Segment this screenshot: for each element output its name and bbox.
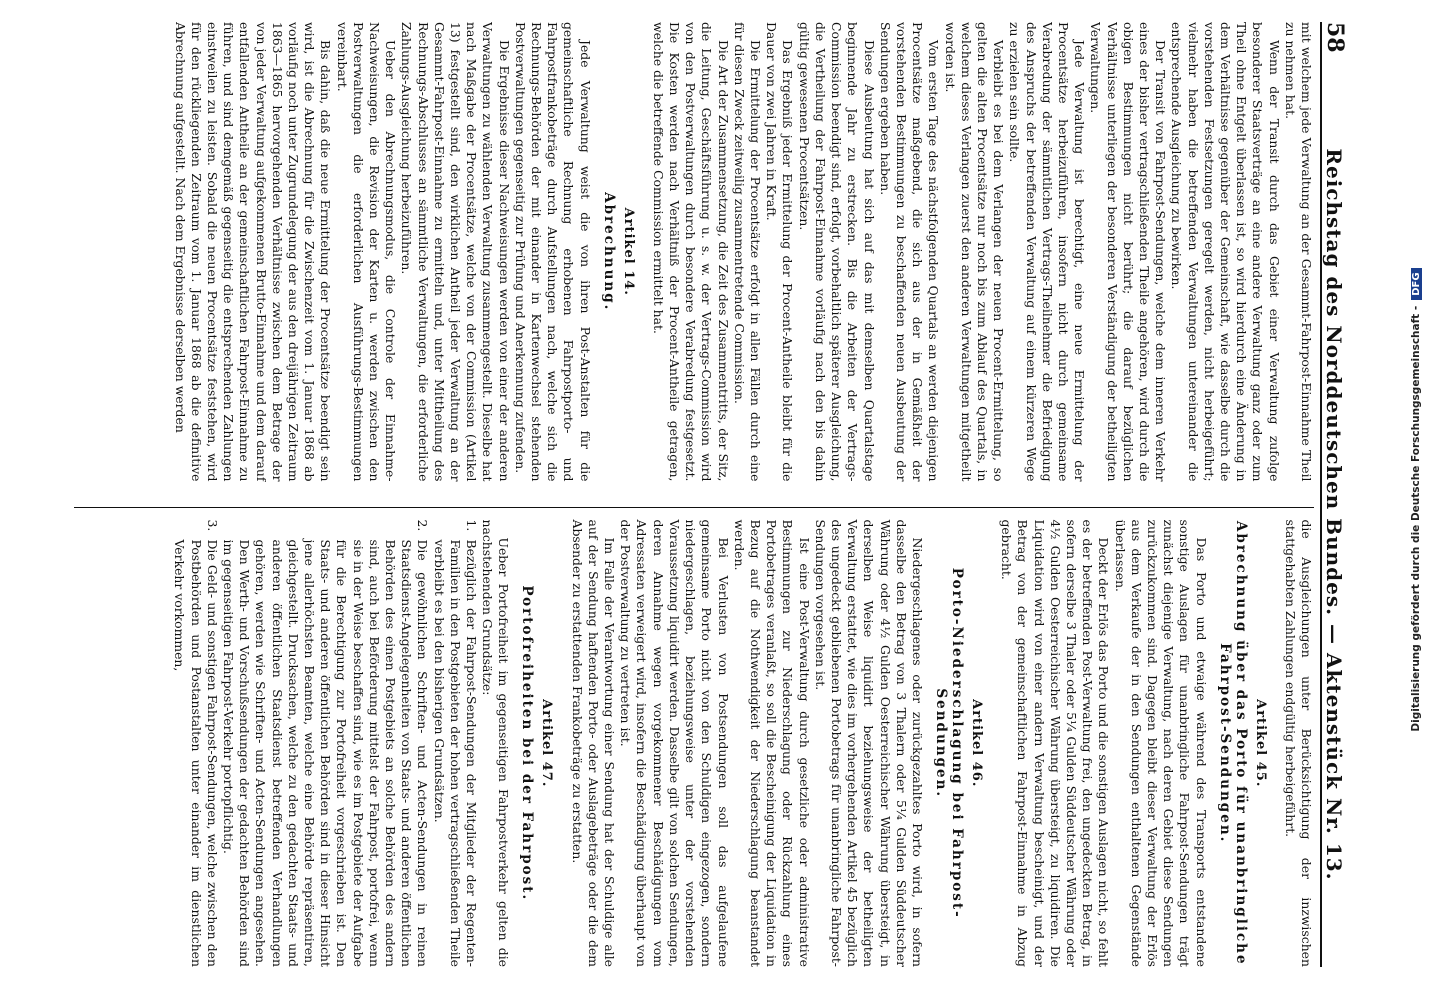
page-content-rotated: [62, 22, 1362, 967]
list-item-number: 3.: [204, 519, 220, 532]
running-header: [1320, 22, 1362, 967]
paragraph: Das Porto und etwaige während des Transports entstandene sonstige Auslagen für unanbringliche Fahrpost-Sendungen trägt zunächst diejenige Verwaltung, nach deren Gebiet diese Sendungen zurückzukommen sind. Dagegen bleibt dieser Verwaltung der Erlös aus dem Verkaufe der in den Sendungen enthaltenen Gegenstände überlassen.: [1112, 519, 1209, 967]
paragraph: Ueber den Abrechnungsmodus, die Controle der Einnahme-Nachweisungen, die Revision der Karten u. werden zwischen den Postverwaltungen die erforderlichen Ausführungs-Bestimmungen vereinbart.: [334, 22, 399, 482]
paragraph: Die Art der Zusammensetzung, die Zeit des Zusammentritts, der Sitz, die Leitung, Geschäftsführung u. s. w. der Vertrags-Commission wird von den Postverwaltungen durch besondere Verabredung festgesetzt. Die Kosten werden nach Verhältniß der Procent-Antheile getragen, welche die betreffende Commission ermittelt hat.: [650, 22, 731, 482]
paragraph: Deckt der Erlös das Porto und die sonstigen Auslagen nicht, so fehlt es der betreffenden Post-Verwaltung frei, den ungedeckten Betrag, in sofern derselbe 3 Thaler oder 5¼ Gulden Süddeutscher Währung oder 4½ Gulden Oesterreichischer Währung übersteigt, zu liquidiren. Die Liquidation wird von einer andern Verwaltung bescheinigt, und der Betrag von der gemeinschaftlichen Fahrpost-Einnahme in Abzug gebracht.: [999, 519, 1112, 967]
paragraph: Bei Verlusten von Postsendungen soll das aufgelaufene gemeinsame Porto nicht von den Schuldigen eingezogen, sondern niedergeschlagen, beziehungsweise unter der vorstehenden Voraussetzung liquidirt werden. Dasselbe gilt von solchen Sendungen, deren Annahme wegen vorgekommener Beschädigungen vom Adressaten verweigert wird, insofern die Beschädigung überhaupt von der Postverwaltung zu vertreten ist.: [618, 519, 731, 967]
page-number: 58: [1322, 22, 1348, 53]
text-columns: [74, 22, 1314, 967]
paragraph: Der Transit von Fahrpost-Sendungen, welche dem inneren Verkehr eines der bisher vertragschließenden Theile angehören, wird durch die obigen Bestimmungen nicht berührt; die darauf bezüglichen Verhältnisse unterliegen der besonderen Verständigung der betheiligten Verwaltungen.: [1088, 22, 1169, 482]
paragraph: Ueber Portofreiheit im gegenseitigen Fahrpostverkehr gelten die nachstehenden Grundsätze:: [480, 519, 512, 967]
article-46-heading: Artikel 46.: [968, 699, 984, 788]
list-item: [430, 520, 479, 968]
paragraph: Diese Ausbeutung hat sich auf das mit demselben Quartalstage beginnende Jahr zu erstrecken. Bis die Arbeiten der Vertrags-Commission beendigt sind, erfolgt, vorbehaltlich späterer Ausgleichung, die Vertheilung der Fahrpost-Einnahme vorläufig nach den bis dahin gültig gewesenen Procentsätzen.: [796, 22, 877, 482]
paragraph: mit welchem jede Verwaltung an der Gesammt-Fahrpost-Einnahme Theil zu nehmen hat.: [1282, 22, 1314, 482]
paragraph: Die Ermittelung der Procentsätze erfolgt in allen Fällen durch eine für diesen Zweck zeitweilig zusammentretende Commission.: [731, 22, 764, 482]
scanned-page: [62, 22, 1362, 967]
list-item: [171, 520, 220, 968]
list-item-number: 2.: [415, 519, 431, 532]
paragraph: Im Falle der Verantwortung einer Sendung hat der Schuldige alle auf der Sendung haftenden Porto- oder Auslagebeträge oder die dem Absender zu erstattenden Frankobeträge zu erstatten.: [569, 519, 618, 967]
digitization-watermark: [1406, 0, 1426, 1000]
right-column: [74, 507, 1314, 968]
list-item: [220, 520, 431, 968]
dfg-logo: DFG: [1411, 268, 1422, 299]
paragraph: Jede Verwaltung ist berechtigt, eine neue Ermittelung der Procentsätze herbeizuführen, insofern nicht durch gemeinsame Verabredung der sämmtlichen Vertrags-Theilnehmer die Befriedigung des Anspruchs der betreffenden Verwaltung auf einem kürzeren Wege zu erzielen sein sollte.: [1007, 22, 1088, 482]
article-14-heading: Artikel 14.: [620, 207, 636, 296]
paragraph: Die Ergebnisse dieser Nachweisungen werden von einer der anderen Verwaltungen zu wählenden Verwaltung zusammengestellt. Dieselbe hat nach Maßgabe der Procentsätze, welche von der Commission (Artikel 13) festgestellt sind, den wirklichen Antheil jeder Verwaltung an der Gesammt-Fahrpost-Einnahme zu ermitteln und, unter Mittheilung des Rechnungs-Abschlusses an sämmtliche Verwaltungen, die erforderliche Zahlungs-Ausgleichung herbeizuführen.: [399, 22, 512, 482]
list-item-text: Die Geld- und sonstigen Fahrpost-Sendungen, welche zwischen den Postbehörden und Postanstalten unter einander im dienstlichen Verkehr vorkommen,: [172, 539, 220, 967]
article-47-heading: Artikel 47.: [539, 699, 555, 788]
article-46-subheading: Porto-Niederschlagung bei Fahrpost-Sendungen.: [932, 567, 965, 919]
list-item-text: Bezüglich der Fahrpost-Sendungen der Mitglieder der Regenten-Familien in den Postgebieten der hohen vertragschließenden Theile verbleibt es bei den bisherigen Grundsätzen.: [431, 539, 480, 967]
header-title: Reichstag des Norddeutschen Bundes. — Aktenstück Nr. 13.: [1322, 148, 1346, 881]
article-45-subheading: Abrechnung über das Porto für unanbringliche Fahrpost-Sendungen.: [1216, 520, 1249, 966]
watermark-text: Digitalisierung gefördert durch die Deutsche Forschungsgemeinschaft -: [1410, 305, 1422, 732]
paragraph: Wenn der Transit durch das Gebiet einer Verwaltung zufolge besonderer Staatsverträge an eine andere Verwaltung ganz oder zum Theil ohne Entgelt überlassen ist, so wird hierdurch eine Änderung in dem Verhältnisse gegenüber der Gemeinschaft, wie dasselbe durch die vorstehenden Festsetzungen geregelt werden, nicht herbeigeführt; vielmehr haben die betreffenden Verwaltungen untereinander die entsprechende Ausgleichung zu bewirken.: [1169, 22, 1282, 482]
paragraph: Vom ersten Tage des nächstfolgenden Quartals an werden diejenigen Procentsätze maßgebend, die sich aus der in Gemäßheit der vorstehenden Bestimmungen zu beschaffenden neuen Ausbeutung der Sendungen ergeben haben.: [877, 22, 942, 482]
paragraph: Das Ergebniß jeder Ermittelung der Procent-Antheile bleibt für die Dauer von zwei Jahren in Kraft.: [764, 22, 796, 482]
paragraph: Niedergeschlagenes oder zurückgezahltes Porto wird, in sofern dasselbe den Betrag von 3 Thalern oder 5¼ Gulden Süddeutscher Währung oder 4½ Gulden Oesterreichischer Währung übersteigt, in derselben Weise liquidirt beziehungsweise der betheiligten Verwaltung erstattet, wie dies im vorhergehenden Artikel 45 bezüglich des ungedeckt gebliebenen Portobetrags für unanbringliche Fahrpost-Sendungen vorgesehen ist.: [812, 519, 925, 967]
list-item-text: Die gewöhnlichen Schriften- und Acten-Sendungen in reinen Staatsdienst-Angelegenheiten von Staats- und anderen öffentlichen Behörden des einen Postgebiets an solche Behörden des andern sind, auch bei Beförderung mittelst der Fahrpost, portofrei, wenn sie in der Weise beschaffen sind, wie es im Postgebiete der Aufgabe für die Berechtigung zur Portofreiheit vorgeschrieben ist. Den Staats- und anderen öffentlichen Behörden sind in dieser Hinsicht jene allerhöchsten Beamten, welche eine Behörde repräsentiren, gleichgestellt. Drucksachen, welche zu den gedachten Staats- und anderen öffentlichen Staatsdienst betreffenden Verhandlungen gehören, werden wie Schriften- und Acten-Sendungen angesehen. Den Werth- und Vorschußsendungen der gedachten Behörden sind im gegenseitigen Fahrpost-Verkehr portopflichtig.: [221, 539, 431, 967]
paragraph: die Ausgleichungen unter Berücksichtigung der inzwischen stattgehabten Zahlungen endgültig herbeigeführt.: [1282, 519, 1314, 967]
list-item-number: 1.: [464, 519, 480, 532]
article-47-subheading: Portofreiheiten bei der Fahrpost.: [519, 585, 536, 902]
article-45-heading: Artikel 45.: [1252, 699, 1268, 788]
paragraph: Jede Verwaltung weist die von ihren Post-Anstalten für die gemeinschaftliche Rechnung erhobenen Fahrpostporto- und Fahrpostfrankobeträge durch Aufstellungen nach, welche sich die Rechnungs-Behörden der mit einander in Kartenwechsel stehenden Postverwaltungen gegenseitig zur Prüfung und Anerkennung zufenden.: [512, 22, 593, 482]
left-column: [74, 22, 1314, 482]
paragraph: Verbleibt es bei dem Verlangen der neuen Procent-Ermittelung, so gelten die alten Procentsätze nur noch bis zum Ablauf des Quartals, in welchem dieses Verlangen zuerst den anderen Verwaltungen mitgetheilt worden ist.: [942, 22, 1007, 482]
paragraph: Ist eine Post-Verwaltung durch gesetzliche oder administrative Bestimmungen zur Niederschlagung oder Rückzahlung eines Portobetrages veranlaßt, so soll die Bescheinigung der Liquidation in Bezug auf die Nothwendigkeit der Niederschlagung beanstandet werden.: [731, 519, 812, 967]
article-47-list: [171, 520, 479, 968]
paragraph: Bis dahin, daß die neue Ermittelung der Procentsätze beendigt sein wird, ist die Abrechnung für die Zwischenzeit vom 1. Januar 1868 ab vorläufig noch unter Zugrundelegung der aus den dreijährigen Zeitraum 1863—1865 hervorgehenden Verhältnisse zwischen dem Betrage der von jeder Verwaltung aufgekommenen Brutto-Einnahme und dem darauf entfallenden Antheile an der gemeinschaftlichen Fahrpost-Einnahme zu führen, und sind demgemäß gegenseitig die entsprechenden Zahlungen einstweilen zu leisten. Sobald die neuen Procentsätze feststehen, wird für den rückliegenden Zeitraum vom 1. Januar 1868 ab die definitive Abrechnung aufgestellt. Nach dem Ergebnisse derselben werden: [172, 22, 334, 482]
article-14-subheading: Abrechnung.: [600, 192, 617, 312]
